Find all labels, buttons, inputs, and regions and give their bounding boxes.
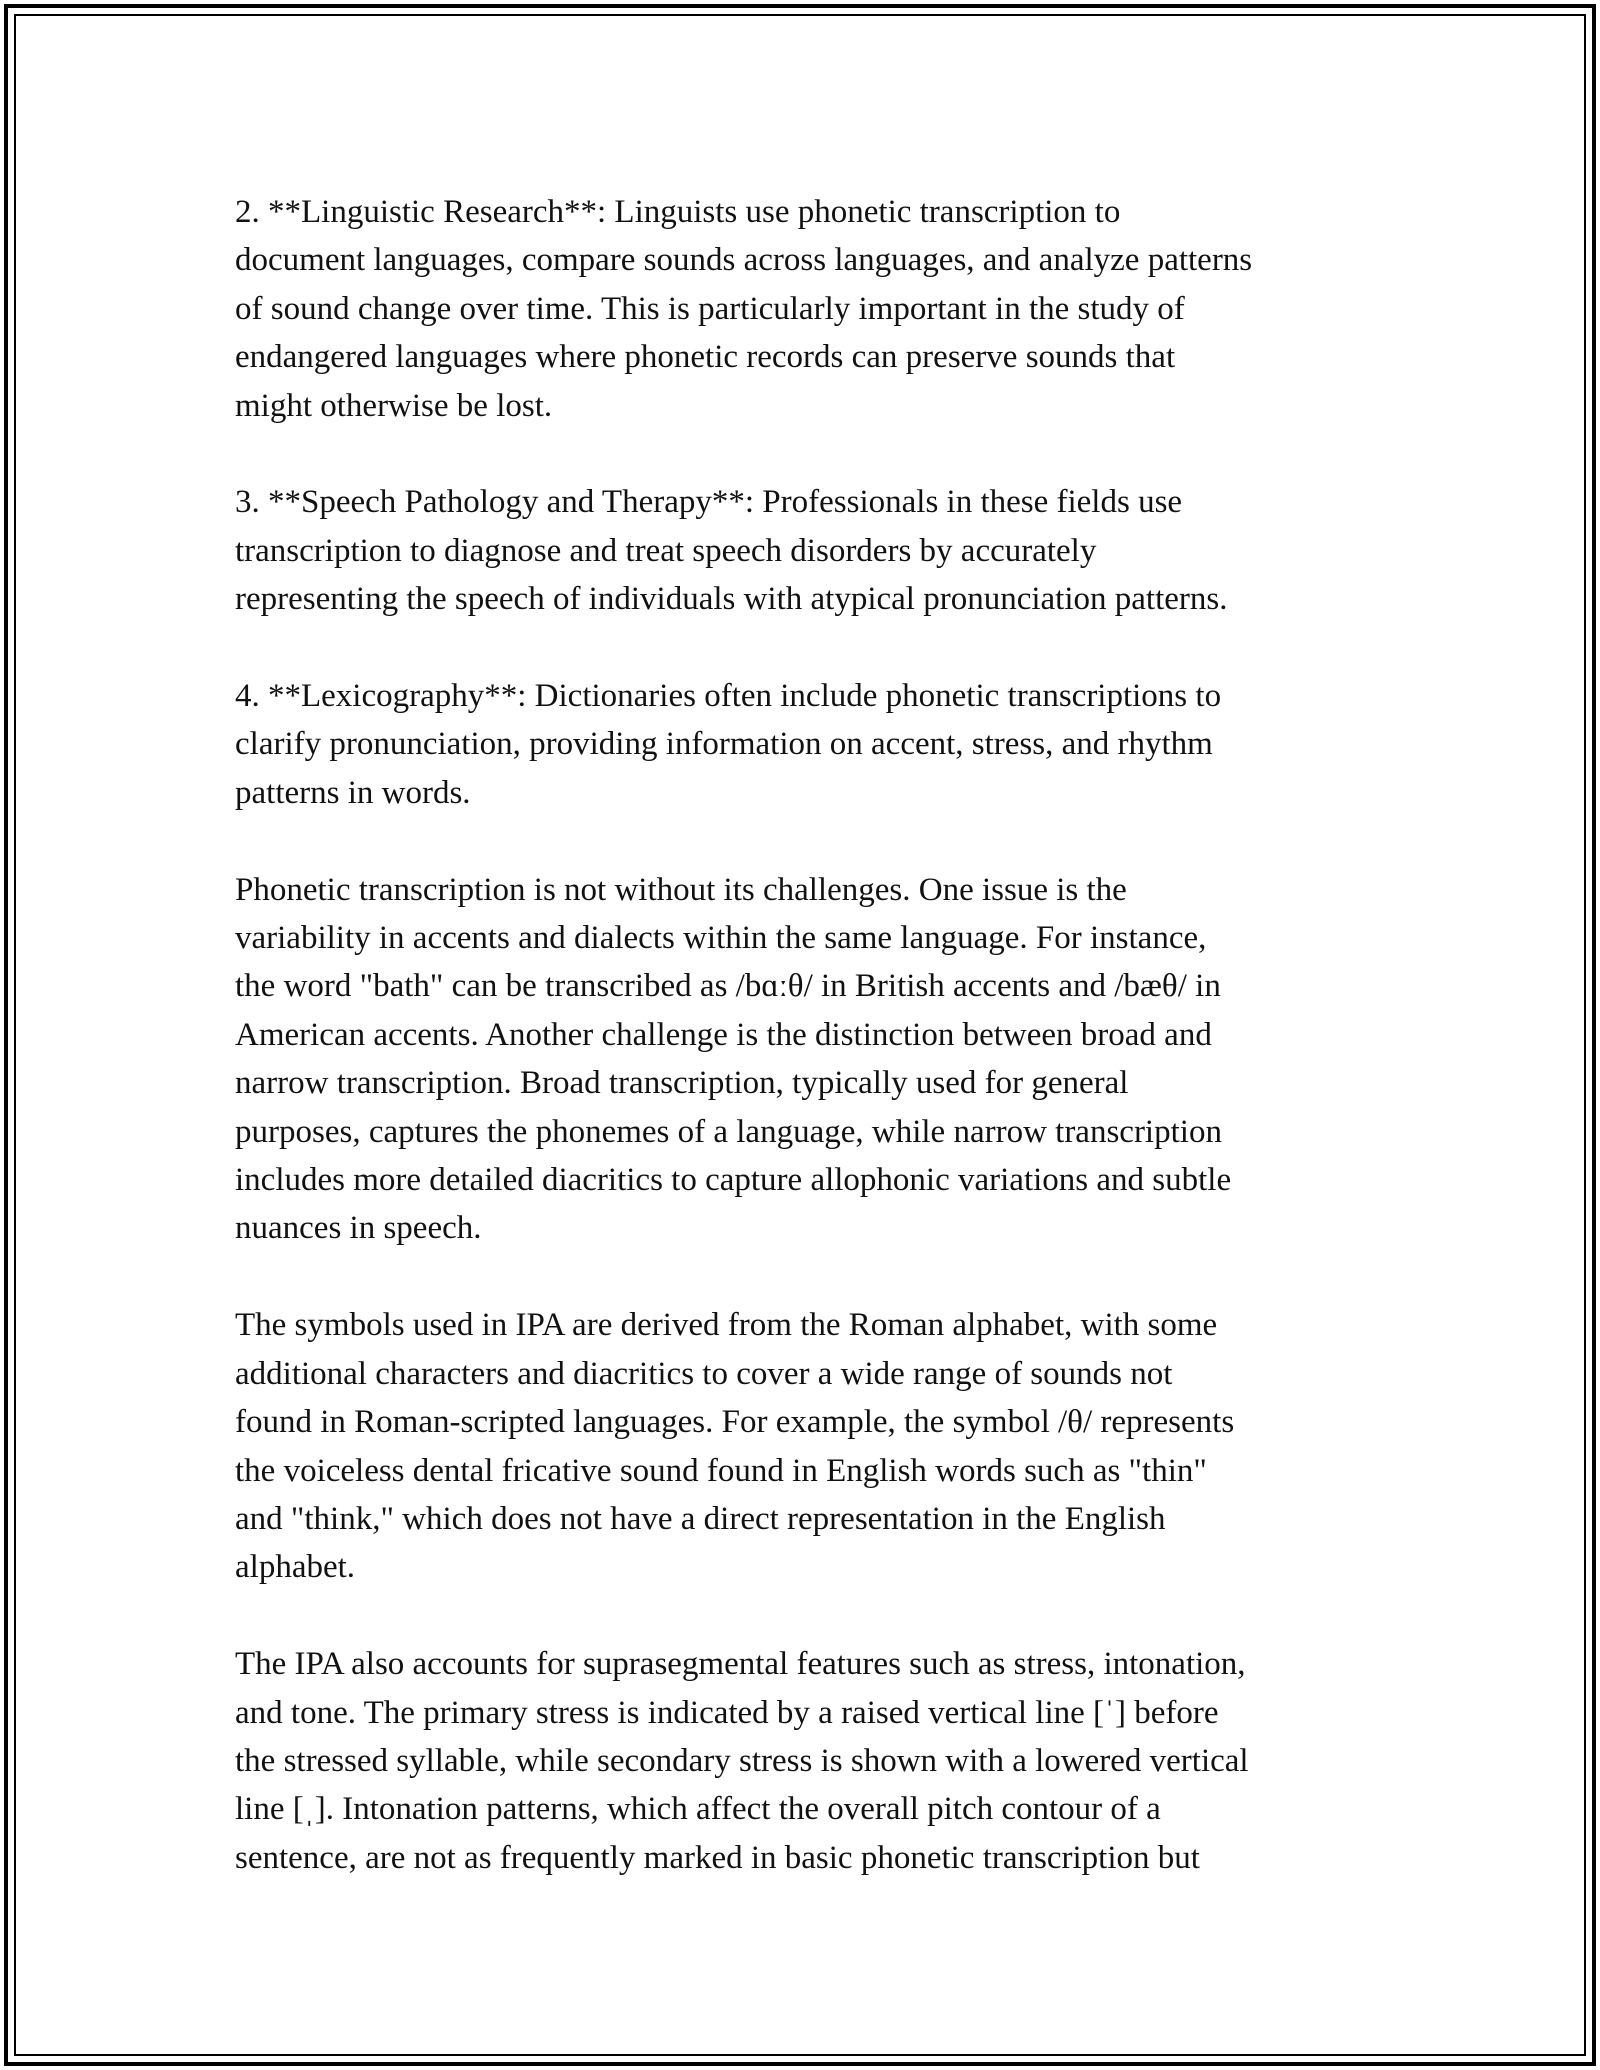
text-line: 4. **Lexicography**: Dictionaries often include phonetic transcriptions to xyxy=(235,678,1222,715)
text-line: additional characters and diacritics to cover a wide range of sounds not xyxy=(235,1355,1173,1392)
text-line: line [ˌ]. Intonation patterns, which affect the overall pitch contour of a xyxy=(235,1791,1161,1828)
text-line: includes more detailed diacritics to capture allophonic variations and subtle xyxy=(235,1162,1232,1199)
text-line: Phonetic transcription is not without its challenges. One issue is the xyxy=(235,871,1127,908)
text-line: variability in accents and dialects within the same language. For instance, xyxy=(235,920,1207,957)
text-line: found in Roman-scripted languages. For example, the symbol /θ/ represents xyxy=(235,1404,1235,1441)
text-line: The symbols used in IPA are derived from the Roman alphabet, with some xyxy=(235,1307,1218,1344)
text-line: sentence, are not as frequently marked in basic phonetic transcription but xyxy=(235,1839,1200,1876)
text-line: endangered languages where phonetic records can preserve sounds that xyxy=(235,339,1176,376)
paragraph-ipa-symbols xyxy=(235,1301,1375,1591)
text-line: clarify pronunciation, providing information on accent, stress, and rhythm xyxy=(235,726,1213,763)
document-body xyxy=(235,188,1375,1931)
text-line: 2. **Linguistic Research**: Linguists use phonetic transcription to xyxy=(235,194,1121,230)
text-line: American accents. Another challenge is the distinction between broad and xyxy=(235,1016,1212,1053)
text-line: patterns in words. xyxy=(235,774,471,811)
paragraph-speech-pathology xyxy=(235,478,1375,623)
paragraph-lexicography xyxy=(235,672,1375,817)
text-line: and "think," which does not have a direct representation in the English xyxy=(235,1500,1166,1537)
paragraph-suprasegmental xyxy=(235,1640,1375,1882)
text-line: representing the speech of individuals with atypical pronunciation patterns. xyxy=(235,581,1228,618)
text-line: the stressed syllable, while secondary stress is shown with a lowered vertical xyxy=(235,1742,1249,1779)
text-line: might otherwise be lost. xyxy=(235,387,553,424)
text-line: purposes, captures the phonemes of a language, while narrow transcription xyxy=(235,1113,1222,1150)
text-line: document languages, compare sounds across languages, and analyze patterns xyxy=(235,242,1253,279)
text-line: and tone. The primary stress is indicated by a raised vertical line [ˈ] before xyxy=(235,1694,1219,1731)
text-line: the voiceless dental fricative sound found in English words such as "thin" xyxy=(235,1452,1207,1489)
text-line: the word "bath" can be transcribed as /bɑːθ/ in British accents and /bæθ/ in xyxy=(235,968,1221,1005)
text-line: alphabet. xyxy=(235,1549,356,1586)
text-line: narrow transcription. Broad transcription, typically used for general xyxy=(235,1065,1129,1102)
text-line: of sound change over time. This is particularly important in the study of xyxy=(235,290,1185,327)
text-line: nuances in speech. xyxy=(235,1210,482,1247)
text-line: The IPA also accounts for suprasegmental features such as stress, intonation, xyxy=(235,1646,1246,1683)
text-line: transcription to diagnose and treat speech disorders by accurately xyxy=(235,532,1097,569)
paragraph-linguistic-research xyxy=(235,188,1375,430)
text-line: 3. **Speech Pathology and Therapy**: Professionals in these fields use xyxy=(235,484,1183,521)
paragraph-transcription-challenges xyxy=(235,866,1375,1253)
